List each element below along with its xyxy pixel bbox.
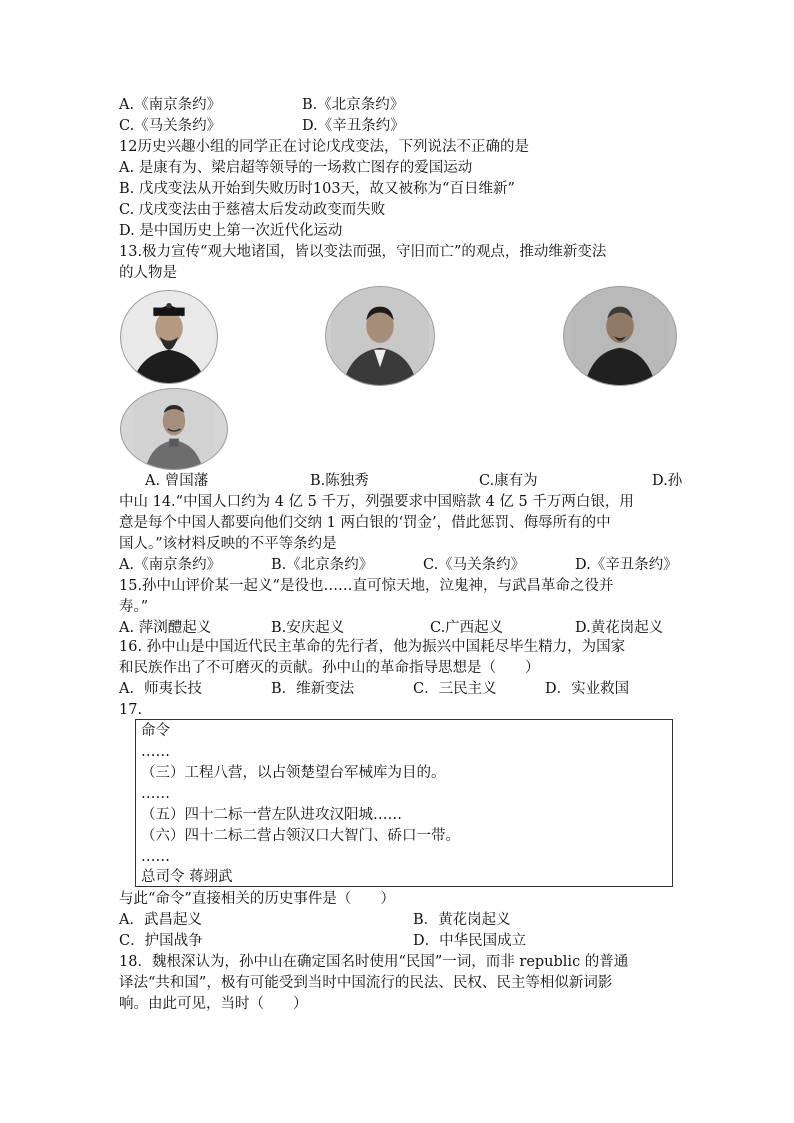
- command-item-6: （六）四十二标二营占领汉口大智门、硚口一带。: [141, 828, 460, 844]
- command-title: 命令: [141, 723, 170, 739]
- portrait-d-figure-icon: [121, 389, 227, 469]
- q16-option-c: C．三民主义: [413, 681, 497, 697]
- q17-option-c: C．护国战争: [119, 933, 203, 949]
- q15-option-d: D.黄花岗起义: [575, 620, 664, 636]
- q13-option-d: D.孙: [652, 473, 683, 489]
- portrait-a-figure-icon: [121, 291, 217, 383]
- q17-stem: 与此“命令”直接相关的历史事件是（ ）: [119, 891, 395, 907]
- q15-line1: 15.孙中山评价某一起义“是役也……直可惊天地，泣鬼神，与武昌革命之役并: [119, 578, 614, 594]
- portrait-d-image: [120, 388, 228, 470]
- q16-line1: 16. 孙中山是中国近代民主革命的先行者，他为振兴中国耗尽毕生精力，为国家: [119, 639, 626, 655]
- command-signature: 总司令 蒋翊武: [141, 869, 233, 885]
- q15-option-a: A. 萍浏醴起义: [119, 620, 212, 636]
- q17-option-d: D．中华民国成立: [413, 933, 527, 949]
- q11-option-a: A.《南京条约》: [119, 97, 222, 113]
- command-ellipsis-2: ……: [141, 786, 170, 802]
- portrait-b-image: [325, 286, 435, 386]
- command-item-3: （三）工程八营，以占领楚望台军械库为目的。: [141, 765, 446, 781]
- q16-line2: 和民族作出了不可磨灭的贡献。孙中山的革命指导思想是（ ）: [119, 660, 540, 676]
- q11-option-b: B.《北京条约》: [302, 97, 405, 113]
- q16-option-d: D．实业救国: [545, 681, 630, 697]
- q14-option-d: D.《辛丑条约》: [575, 557, 678, 573]
- command-box: [135, 719, 673, 887]
- q18-line1: 18．魏根深认为，孙中山在确定国名时使用“民国”一词，而非 republic 的普通: [119, 954, 629, 970]
- q12-option-a: A. 是康有为、梁启超等领导的一场救亡图存的爱国运动: [119, 160, 473, 176]
- q14-line1: 中山 14.“中国人口约为 4 亿 5 千万，列强要求中国赔款 4 亿 5 千万两白银，用: [119, 494, 634, 510]
- q13-stem-line1: 13.极力宣传“观大地诸国，皆以变法而强，守旧而亡”的观点，推动维新变法: [119, 244, 607, 260]
- command-ellipsis-1: ……: [141, 744, 170, 760]
- portrait-b-figure-icon: [326, 287, 434, 385]
- q13-stem-line2: 的人物是: [119, 265, 177, 281]
- q14-line3: 国人。”该材料反映的不平等条约是: [119, 536, 337, 552]
- q11-option-c: C.《马关条约》: [119, 118, 222, 134]
- q14-option-b: B.《北京条约》: [271, 557, 374, 573]
- portrait-c-figure-icon: [564, 287, 676, 385]
- q17-option-a: A．武昌起义: [119, 912, 202, 928]
- q12-option-c: C. 戊戌变法由于慈禧太后发动政变而失败: [119, 202, 386, 218]
- q14-option-a: A.《南京条约》: [119, 557, 222, 573]
- command-ellipsis-3: ……: [141, 849, 170, 865]
- q12-option-b: B. 戊戌变法从开始到失败历时103天，故又被称为“百日维新”: [119, 181, 515, 197]
- q14-option-c: C.《马关条约》: [423, 557, 526, 573]
- portrait-c-image: [563, 286, 677, 386]
- portrait-a-image: [120, 290, 218, 384]
- q16-option-a: A．师夷长技: [119, 681, 202, 697]
- q13-option-c: C.康有为: [479, 473, 538, 489]
- q13-option-a: A. 曾国藩: [145, 473, 209, 489]
- q15-option-b: B.安庆起义: [271, 620, 345, 636]
- q15-option-c: C.广西起义: [430, 620, 504, 636]
- q14-line2: 意是每个中国人都要向他们交纳 1 两白银的‘罚金’，借此惩罚、侮辱所有的中: [119, 515, 611, 531]
- q17-option-b: B．黄花岗起义: [413, 912, 511, 928]
- q17-number: 17.: [119, 702, 143, 718]
- q12-stem: 12历史兴趣小组的同学正在讨论戊戌变法，下列说法不正确的是: [119, 139, 529, 155]
- q12-option-d: D. 是中国历史上第一次近代化运动: [119, 223, 343, 239]
- q16-option-b: B．维新变法: [271, 681, 355, 697]
- q11-option-d: D.《辛丑条约》: [302, 118, 405, 134]
- q15-line2: 寿。”: [119, 599, 149, 615]
- q13-option-b: B.陈独秀: [310, 473, 369, 489]
- command-item-5: （五）四十二标一营左队进攻汉阳城……: [141, 807, 402, 823]
- q18-line2: 译法“共和国”，极有可能受到当时中国流行的民法、民权、民主等相似新词影: [119, 975, 613, 991]
- q18-line3: 响。由此可见，当时（ ）: [119, 996, 308, 1012]
